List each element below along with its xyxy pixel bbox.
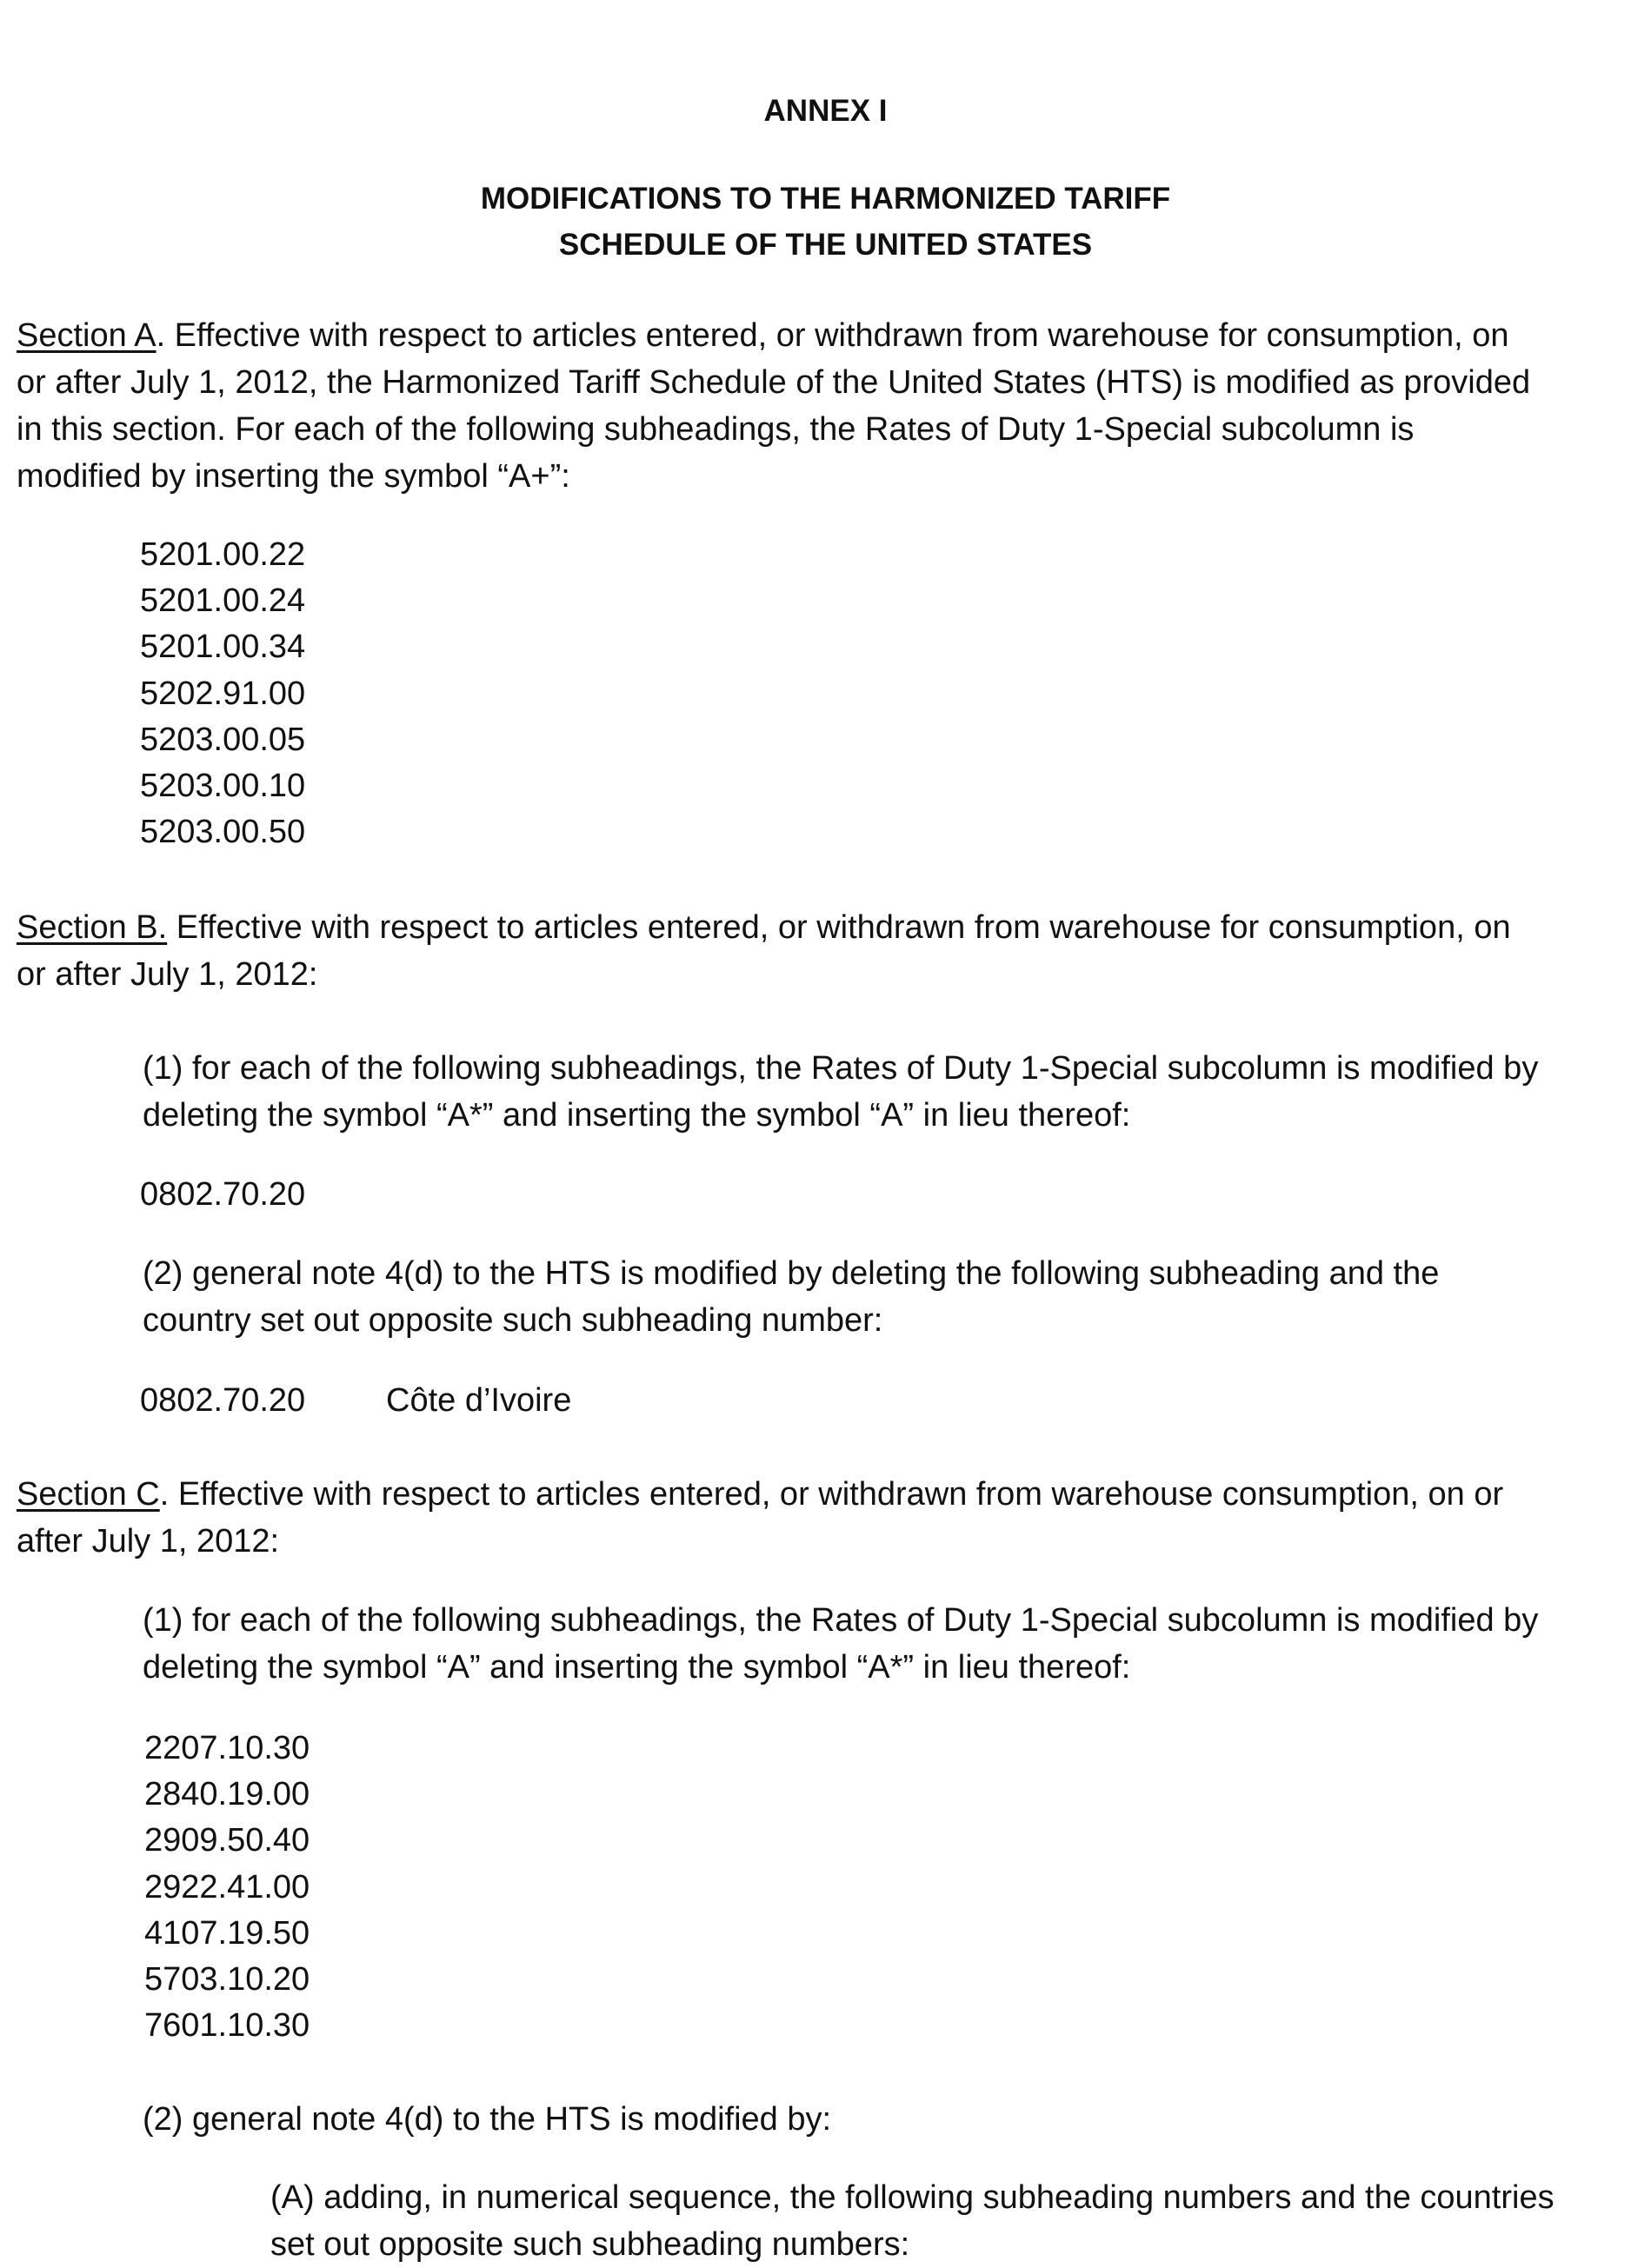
section-a-line-2: or after July 1, 2012, the Harmonized Tariff Schedule of the United States (HTS) is modified as provided <box>17 364 1531 401</box>
section-a-line-3: in this section. For each of the following subheadings, the Rates of Duty 1-Special subcolumn is <box>17 411 1415 448</box>
section-a-paragraph <box>17 312 1530 500</box>
list-item: 5203.00.10 <box>140 768 306 805</box>
section-c-item-1: (1) for each of the following subheadings, the Rates of Duty 1-Special subcolumn is modified by deleting the symbol “A” and inserting the symbol “A*” in lieu thereof: <box>143 1602 1539 1686</box>
list-item: 5203.00.05 <box>140 721 306 758</box>
section-b-item-2-row <box>140 1377 572 1424</box>
annex-title: ANNEX I <box>763 94 888 128</box>
section-c-paragraph <box>17 1471 1503 1565</box>
section-b-label: Section B. <box>17 909 168 946</box>
list-item: 5203.00.50 <box>140 814 306 851</box>
section-b-line-2: or after July 1, 2012: <box>17 956 318 993</box>
section-c-code-list <box>144 1726 310 2049</box>
section-a-label: Section A <box>17 317 156 354</box>
section-c-line-2: after July 1, 2012: <box>17 1523 280 1560</box>
section-b-item-2: (2) general note 4(d) to the HTS is modified by deleting the following subheading and the country set out opposite such subheading number: <box>143 1255 1440 1339</box>
list-item: 2909.50.40 <box>144 1822 310 1859</box>
section-c-line-1: Section C. Effective with respect to articles entered, or withdrawn from warehouse consumption, on or <box>17 1476 1504 1513</box>
heading-line-2: SCHEDULE OF THE UNITED STATES <box>558 228 1093 262</box>
section-b-item-1: (1) for each of the following subheadings, the Rates of Duty 1-Special subcolumn is modified by deleting the symbol “A*” and inserting the symbol “A” in lieu thereof: <box>143 1050 1539 1134</box>
section-a-line-1: Section A. Effective with respect to articles entered, or withdrawn from warehouse for consumption, on <box>17 317 1509 354</box>
list-item: 5201.00.22 <box>140 536 306 573</box>
section-b-paragraph <box>17 904 1511 998</box>
section-c-item-2a: (A) adding, in numerical sequence, the following subheading numbers and the countries set out opposite such subheading numbers: <box>270 2179 1554 2263</box>
list-item: 2207.10.30 <box>144 1730 310 1766</box>
list-item: 7601.10.30 <box>144 2007 310 2045</box>
section-c-label: Section C <box>17 1476 160 1513</box>
section-b-item-1-code: 0802.70.20 <box>140 1176 306 1213</box>
list-item: 5201.00.24 <box>140 582 306 620</box>
list-item: 2840.19.00 <box>144 1776 310 1813</box>
list-item: 2922.41.00 <box>144 1868 310 1906</box>
list-item: 5201.00.34 <box>140 629 306 666</box>
list-item: 5703.10.20 <box>144 1961 310 1999</box>
list-item: 5202.91.00 <box>140 675 306 712</box>
section-b-line-1: Section B. Effective with respect to articles entered, or withdrawn from warehouse for consumption, on <box>17 909 1511 946</box>
country-name: Côte d’Ivoire <box>386 1382 572 1419</box>
section-a-line-4: modified by inserting the symbol “A+”: <box>17 458 570 495</box>
list-item: 4107.19.50 <box>144 1914 310 1952</box>
heading-line-1: MODIFICATIONS TO THE HARMONIZED TARIFF <box>480 182 1171 216</box>
subheading-code: 0802.70.20 <box>140 1382 306 1419</box>
section-a-code-list <box>140 532 305 855</box>
section-c-item-2: (2) general note 4(d) to the HTS is modified by: <box>143 2101 832 2138</box>
